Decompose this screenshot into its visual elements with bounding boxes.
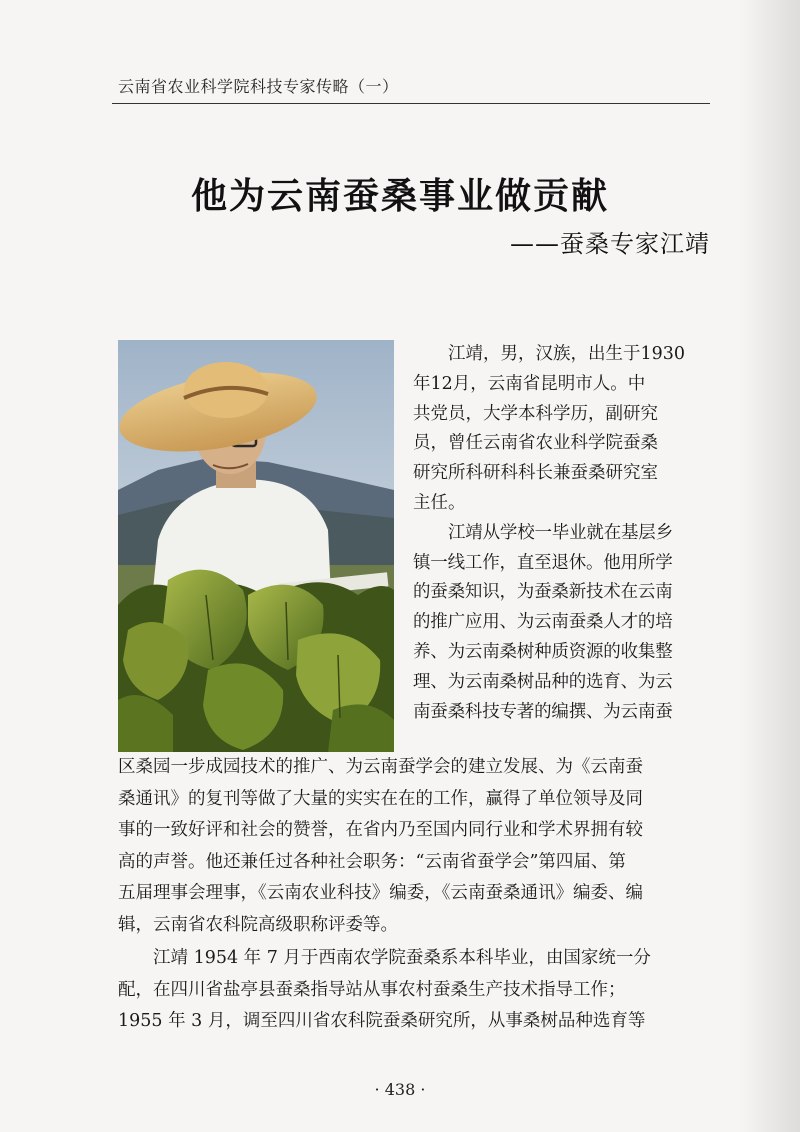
page-number: · 438 · [374,1080,426,1099]
career-paragraph-continued [118,752,712,941]
article-title: 他为云南蚕桑事业做贡献 [190,175,609,217]
portrait-photo-icon [118,340,394,752]
text-line: 区桑园一步成园技术的推广、为云南蚕学会的建立发展、为《云南蚕 [118,757,643,777]
text-line: 1955 年 3 月，调至四川省农科院蚕桑研究所，从事桑树品种选育等 [118,1011,646,1031]
text-line: 主任。 [413,492,466,513]
text-line: 事的一致好评和社会的赞誉，在省内乃至国内同行业和学术界拥有较 [118,820,643,840]
text-line: 镇一线工作，直至退休。他用所学 [413,552,673,573]
text-line: 养、为云南桑树种质资源的收集整 [413,641,673,662]
text-line: 辑，云南省农科院高级职称评委等。 [118,914,398,935]
body-text [118,752,712,1038]
portrait-photo [118,340,394,752]
text-line: 理、为云南桑树品种的选育、为云 [413,671,673,692]
text-line: 江靖 1954 年 7 月于西南农学院蚕桑系本科毕业，由国家统一分 [153,948,651,968]
text-line: 共党员，大学本科学历，副研究 [413,403,658,424]
article-subtitle: ——蚕桑专家江靖 [510,230,710,258]
text-line: 配，在四川省盐亭县蚕桑指导站从事农村蚕桑生产技术指导工作； [118,979,626,1000]
text-line: 五届理事会理事，《云南农业科技》编委，《云南蚕桑通讯》编委、编 [118,883,643,903]
text-line: 的推广应用、为云南蚕桑人才的培 [413,612,673,633]
education-paragraph [118,943,712,1038]
career-paragraph [413,519,711,728]
text-line: 的蚕桑知识，为蚕桑新技术在云南 [413,582,673,603]
text-line: 年12月，云南省昆明市人。中 [413,373,646,394]
text-line: 江靖从学校一毕业就在基层乡 [448,522,673,543]
intro-paragraph [413,340,711,519]
text-line: 江靖，男，汉族，出生于1930 [448,344,686,364]
text-line: 南蚕桑科技专著的编撰、为云南蚕 [413,701,673,722]
text-line: 研究所科研科科长兼蚕桑研究室 [413,463,658,484]
text-line: 员，曾任云南省农业科学院蚕桑 [413,433,658,454]
column-text [413,340,711,727]
running-header: 云南省农业科学院科技专家传略（一） [118,77,399,96]
text-line: 桑通讯》的复刊等做了大量的实实在在的工作，赢得了单位领导及同 [118,788,643,809]
header-rule [112,103,710,104]
text-line: 高的声誉。他还兼任过各种社会职务：“云南省蚕学会”第四届、第 [118,851,626,872]
